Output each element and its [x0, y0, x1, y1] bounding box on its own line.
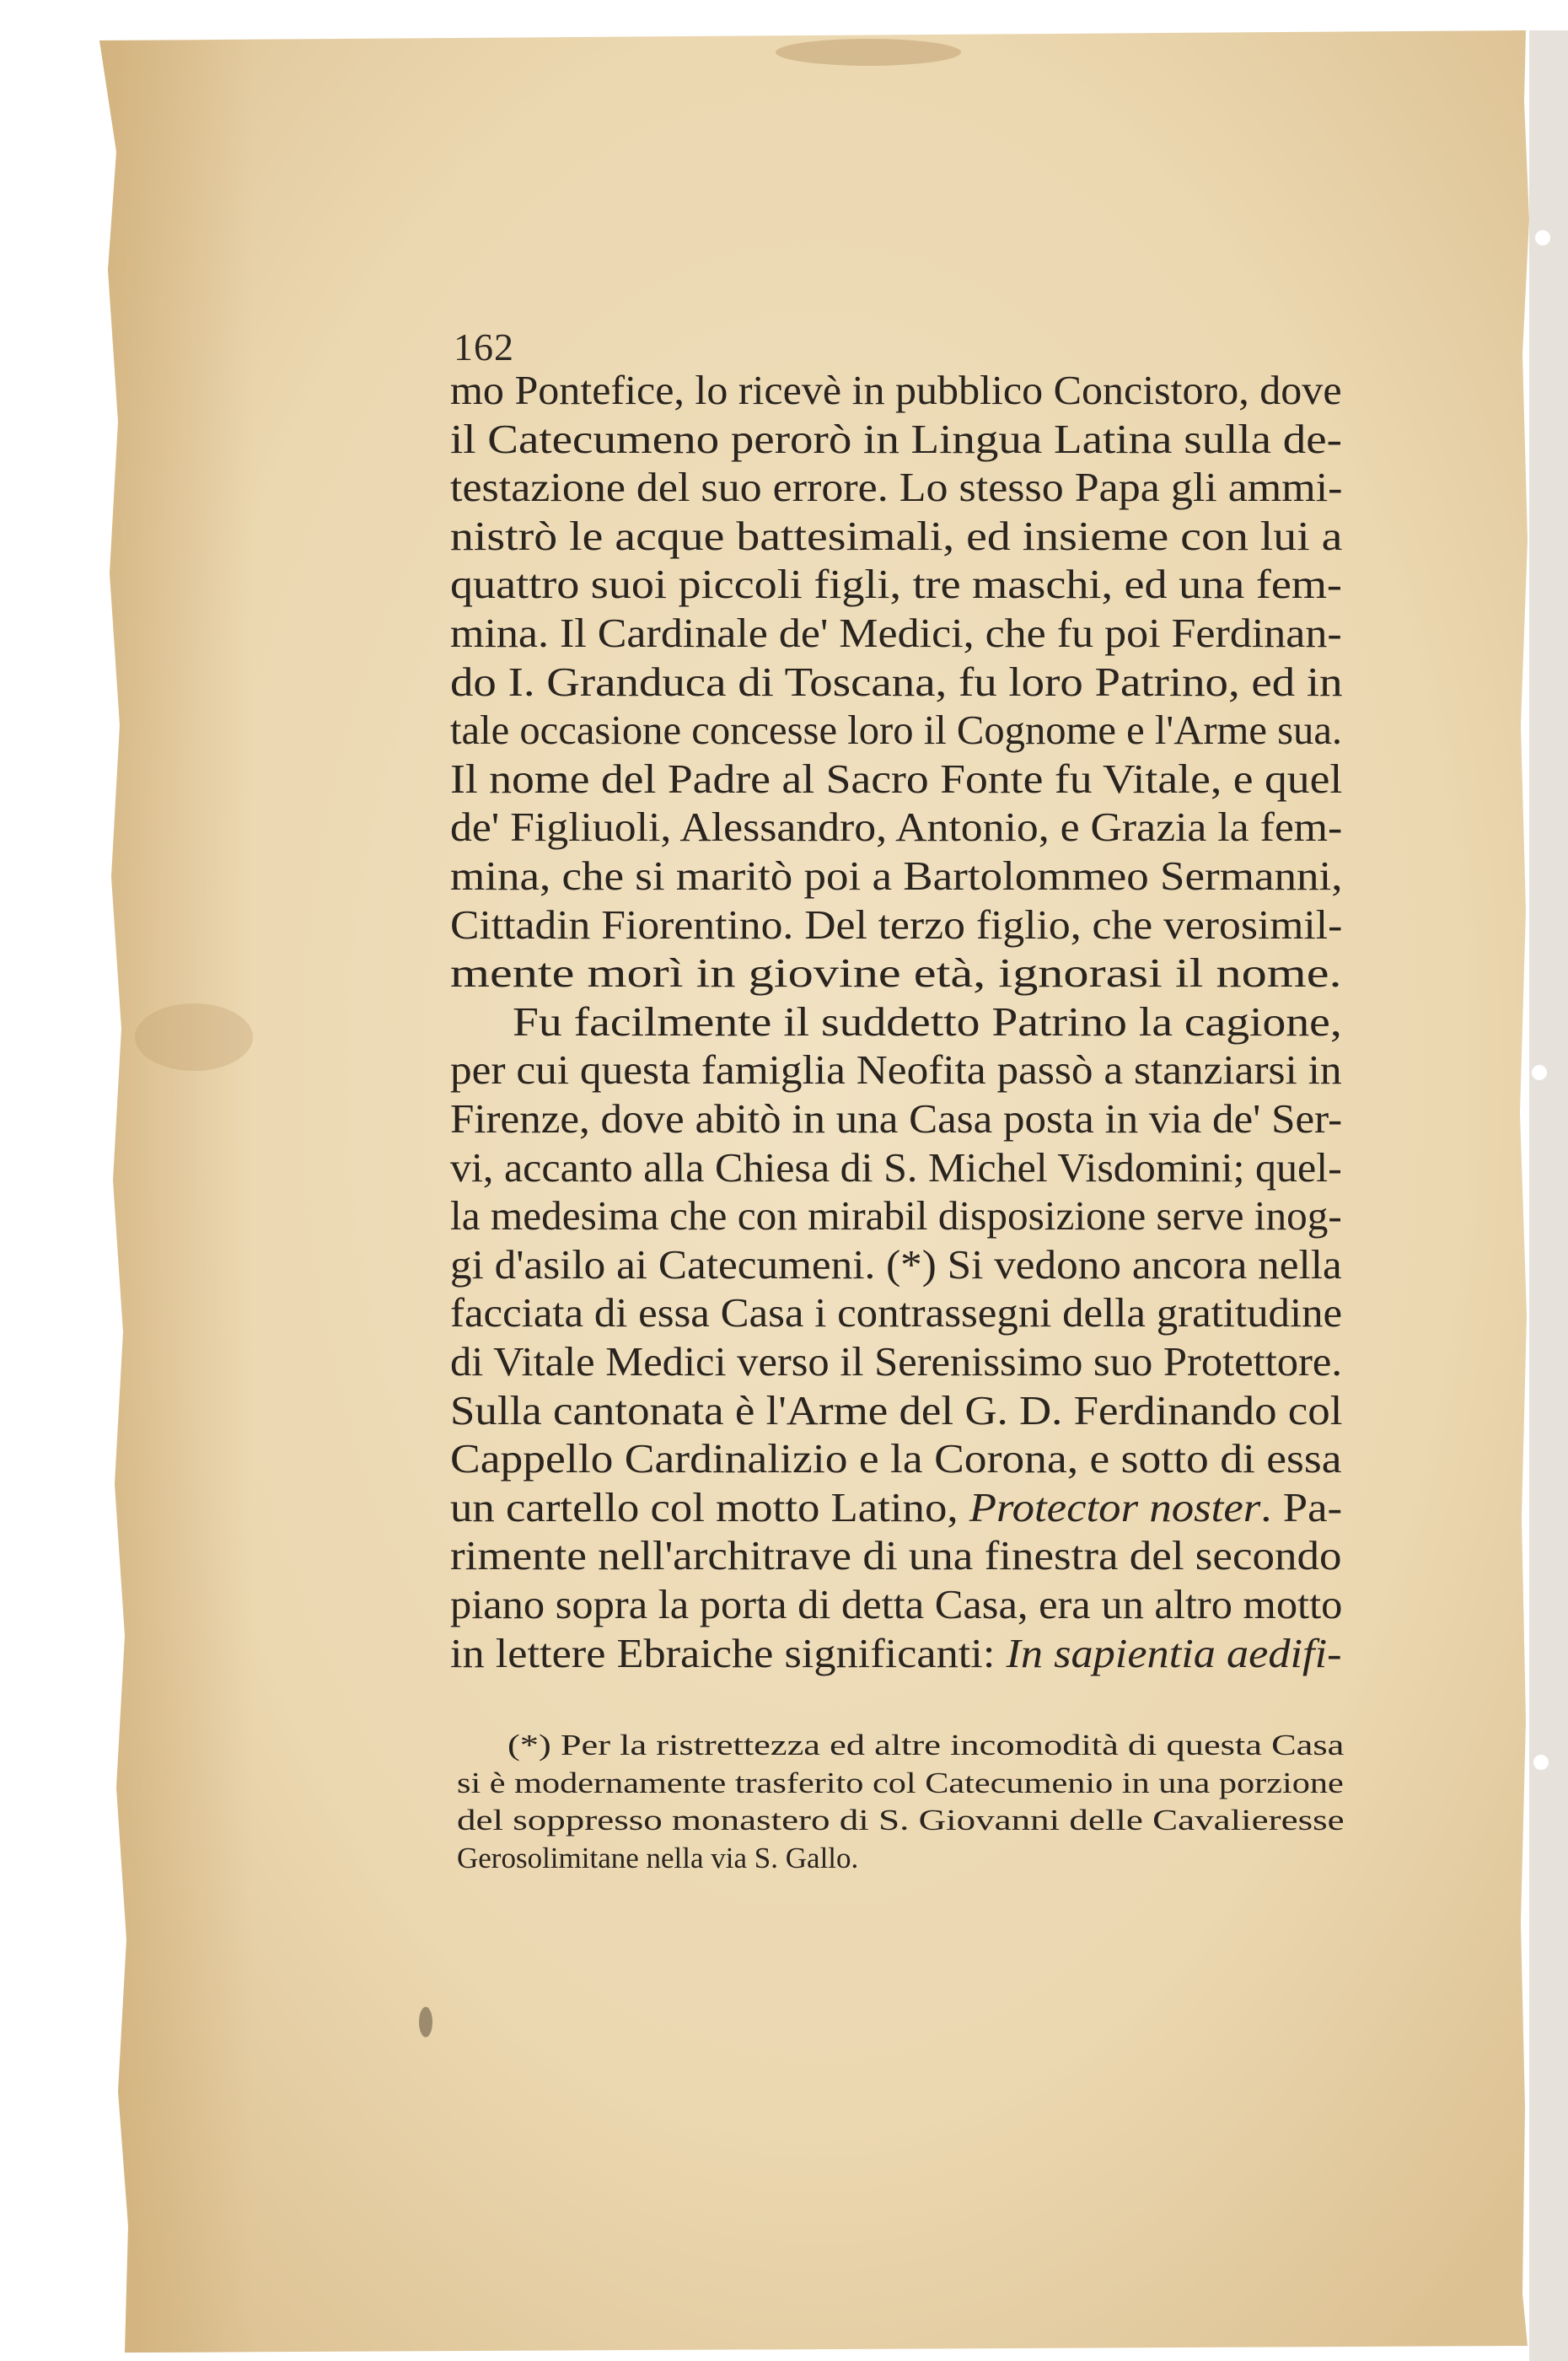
- body-line: [450, 659, 1343, 705]
- body-line-text: gi d'asilo ai Catecumeni. (*) Si vedono ancora nella: [450, 1240, 1342, 1288]
- body-line: [450, 465, 1342, 510]
- body-line: [513, 999, 1342, 1045]
- body-line: [450, 902, 1342, 948]
- pin-hole: [1535, 230, 1550, 245]
- body-line: [450, 1485, 1342, 1530]
- body-line-text: per cui questa famiglia Neofita passò a stanziarsi in: [450, 1046, 1342, 1094]
- body-line-text: Firenze, dove abitò in una Casa posta in via de' Ser-: [450, 1095, 1343, 1142]
- body-line-text: do I. Granduca di Toscana, fu loro Patrino, ed in: [450, 658, 1343, 705]
- footnote-line: (*) Per la ristrettezza ed altre incomodità di questa Casa: [507, 1729, 1345, 1761]
- body-line-text: de' Figliuoli, Alessandro, Antonio, e Grazia la fem-: [450, 804, 1343, 851]
- italic-latin-motto: Protector noster: [969, 1483, 1261, 1530]
- body-line: [450, 1242, 1342, 1288]
- body-line-text: Il nome del Padre al Sacro Fonte fu Vitale, e quel: [450, 755, 1343, 802]
- body-line-text: un cartello col motto Latino,: [450, 1483, 959, 1530]
- body-line: [450, 417, 1342, 462]
- body-line: [450, 853, 1342, 899]
- body-line: [450, 1193, 1342, 1239]
- italic-latin-motto: In sapientia aedifi-: [1006, 1629, 1342, 1676]
- body-line-text: testazione del suo errore. Lo stesso Papa gli ammi-: [450, 464, 1343, 511]
- body-line-text: mo Pontefice, lo ricevè in pubblico Concistoro, dove: [450, 367, 1342, 413]
- body-line-text: mina, che si maritò poi a Bartolommeo Sermanni,: [450, 852, 1343, 899]
- body-line-text: la medesima che con mirabil disposizione serve inog-: [450, 1192, 1342, 1240]
- body-line-text: Sulla cantonata è l'Arme del G. D. Ferdinando col: [450, 1386, 1343, 1433]
- footnote-line: del soppresso monastero di S. Giovanni delle Cavalieresse: [457, 1804, 1345, 1837]
- body-line-text: mente morì in giovine età, ignorasi il nome.: [450, 949, 1342, 997]
- body-line: [450, 1339, 1342, 1385]
- body-line: [450, 1096, 1342, 1142]
- body-line: [450, 707, 1342, 753]
- body-line: [450, 1533, 1342, 1578]
- body-line-text: tale occasione concesse loro il Cognome e l'Arme sua.: [450, 707, 1343, 754]
- body-line-text: quattro suoi piccoli figli, tre maschi, ed una fem-: [450, 561, 1342, 608]
- paper-stain: [419, 2007, 432, 2037]
- right-edge-shadow: [1529, 30, 1568, 2361]
- body-line: [450, 756, 1342, 802]
- footnote-line: si è modernamente trasferito col Catecumenio in una porzione: [457, 1766, 1344, 1799]
- body-line: [450, 1145, 1342, 1191]
- body-line-text: Cappello Cardinalizio e la Corona, e sotto di essa: [450, 1435, 1342, 1482]
- body-line-text: di Vitale Medici verso il Serenissimo suo Protettore.: [450, 1338, 1343, 1385]
- body-line: [450, 1436, 1341, 1482]
- body-line: [450, 368, 1342, 413]
- body-line-text: Fu facilmente il suddetto Patrino la cagione,: [513, 998, 1342, 1045]
- body-line: [450, 950, 1342, 996]
- body-line-text: mina. Il Cardinale de' Medici, che fu poi Ferdinan-: [450, 610, 1342, 656]
- body-line: [450, 514, 1342, 559]
- footnote-line: Gerosolimitane nella via S. Gallo.: [457, 1841, 859, 1874]
- body-line-text: vi, accanto alla Chiesa di S. Michel Visdomini; quel-: [450, 1143, 1342, 1191]
- body-line: [450, 1582, 1342, 1627]
- pin-hole: [1533, 1755, 1549, 1770]
- paper-stain: [776, 39, 961, 66]
- body-line: [450, 1631, 1342, 1676]
- body-line-text: piano sopra la porta di detta Casa, era un altro motto: [450, 1581, 1343, 1627]
- body-line: [450, 1388, 1342, 1433]
- body-line-text: il Catecumeno perorò in Lingua Latina sulla de-: [450, 415, 1342, 462]
- body-line-text: Cittadin Fiorentino. Del terzo figlio, che verosimil-: [450, 901, 1343, 948]
- body-line: [450, 1047, 1342, 1093]
- body-line: [450, 610, 1342, 656]
- body-line: [450, 1290, 1342, 1336]
- paper-stain: [135, 1003, 253, 1071]
- body-line-text: nistrò le acque battesimali, ed insieme con lui a: [450, 512, 1343, 559]
- page-number: 162: [454, 325, 514, 368]
- body-line: [450, 562, 1342, 607]
- left-edge-foxing: [99, 40, 253, 2353]
- body-line-text: in lettere Ebraiche significanti:: [450, 1629, 996, 1676]
- body-line: [450, 804, 1342, 850]
- pin-hole: [1532, 1065, 1547, 1080]
- body-line-text: rimente nell'architrave di una finestra del secondo: [450, 1532, 1342, 1579]
- body-line-tail: . Pa-: [1260, 1483, 1343, 1530]
- body-line-text: facciata di essa Casa i contrassegni della gratitudine: [450, 1289, 1343, 1336]
